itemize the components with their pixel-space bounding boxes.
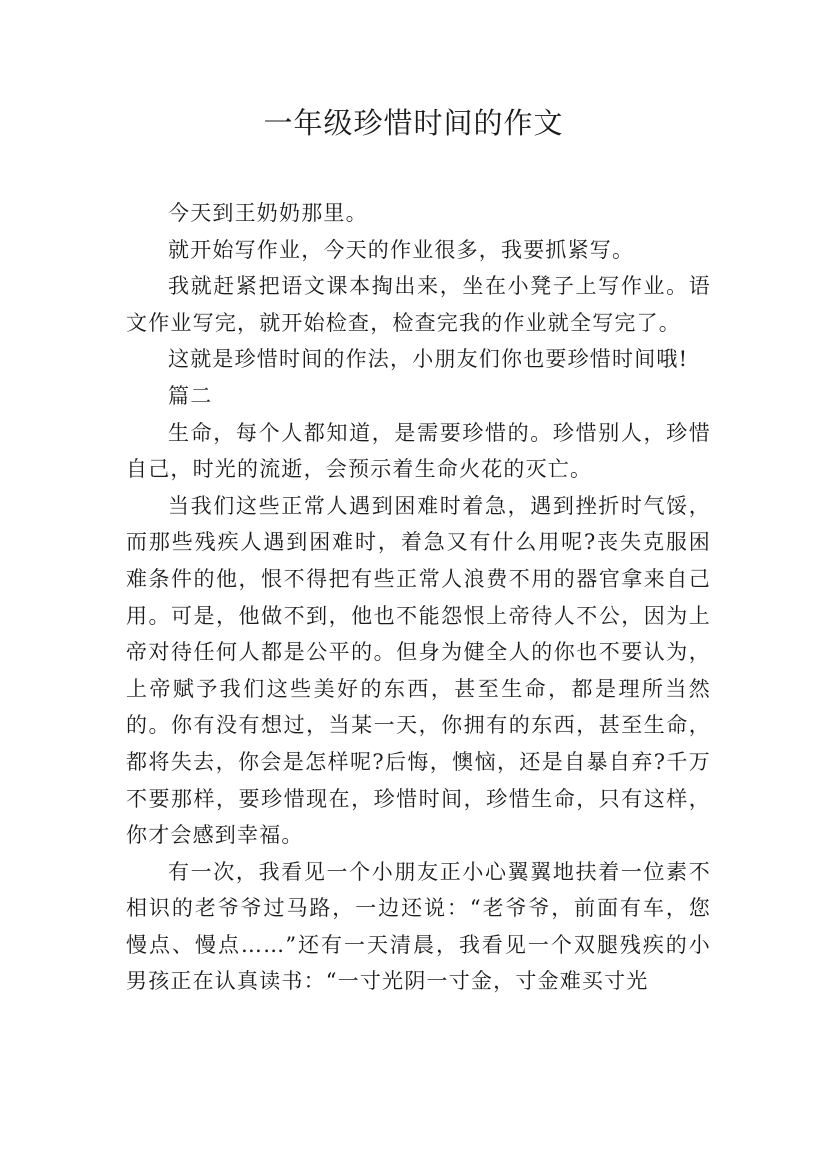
paragraph: 这就是珍惜时间的作法，小朋友们你也要珍惜时间哦! [168, 347, 689, 372]
paragraph: 生命，每个人都知道，是需要珍惜的。珍惜别人，珍惜自己，时光的流逝，会预示着生命火花的灭亡。 [126, 420, 711, 482]
section-heading: 篇二 [168, 383, 213, 408]
paragraph: 有一次，我看见一个小朋友正小心翼翼地扶着一位素不相识的老爷爷过马路，一边还说：“老爷爷，前面有车，您慢点、慢点……”还有一天清晨，我看见一个双腿残疾的小男孩正在认真读书：“一寸光阴一寸金，寸金难买寸光 [126, 859, 711, 994]
paragraph: 今天到王奶奶那里。 [168, 201, 368, 225]
document-body [126, 195, 711, 1000]
paragraph: 我就赶紧把语文课本掏出来，坐在小凳子上写作业。语文作业写完，就开始检查，检查完我的作业就全写完了。 [126, 274, 711, 335]
paragraph: 当我们这些正常人遇到困难时着急，遇到挫折时气馁，而那些残疾人遇到困难时，着急又有什么用呢?丧失克服困难条件的他，恨不得把有些正常人浪费不用的器官拿来自己用。可是，他做不到，他也不能怨恨上帝待人不公，因为上帝对待任何人都是公平的。但身为健全人的你也不要认为，上帝赋予我们这些美好的东西，甚至生命，都是理所当然的。你有没有想过，当某一天，你拥有的东西，甚至生命，都将失去，你会是怎样呢?后悔，懊恼，还是自暴自弃?千万不要那样，要珍惜现在，珍惜时间，珍惜生命，只有这样，你才会感到幸福。 [126, 493, 711, 848]
document-title: 一年级珍惜时间的作文 [263, 106, 564, 140]
paragraph: 就开始写作业，今天的作业很多，我要抓紧写。 [168, 237, 635, 262]
